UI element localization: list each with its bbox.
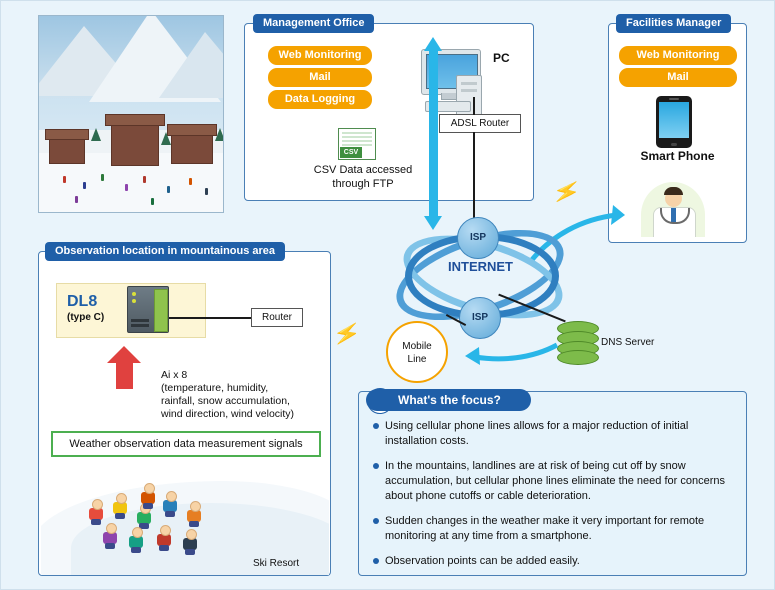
bullet-icon <box>373 558 379 564</box>
mobile-line-node <box>386 321 448 383</box>
ski-figure-legs <box>143 503 153 509</box>
photo-person <box>75 196 78 203</box>
photo-person <box>63 176 66 183</box>
pc-label: PC <box>493 51 510 65</box>
bullet-icon <box>373 518 379 524</box>
photo-building <box>49 136 85 164</box>
ski-figure-legs <box>189 521 199 527</box>
csv-icon-label: CSV <box>340 147 362 158</box>
photo-person <box>143 176 146 183</box>
ski-figure-head <box>190 501 201 512</box>
ski-figure <box>157 525 171 551</box>
photo-person <box>151 198 154 205</box>
ski-figure <box>129 527 143 553</box>
focus-item-text: Observation points can be added easily. <box>385 555 580 567</box>
analog-input-line-1: Ai x 8 <box>161 369 188 381</box>
focus-item-text: In the mountains, landlines are at risk of being cut off by snow accumulation, but cellular phone lines eliminate the need for concerns about phone cutoffs or cable deterioration. <box>385 460 725 502</box>
csv-file-icon <box>338 128 376 160</box>
smartphone-screen <box>659 102 689 138</box>
photo-person <box>167 186 170 193</box>
ski-figure <box>113 493 127 519</box>
ski-resort-label: Ski Resort <box>253 558 300 569</box>
office-internet-link <box>429 47 438 221</box>
analog-input-line-4: wind direction, wind velocity) <box>161 408 295 420</box>
router-to-isp-line <box>473 132 475 220</box>
ski-figure <box>103 523 117 549</box>
photo-person <box>125 184 128 191</box>
cellular-bolt-icon: ⚡ <box>331 318 363 349</box>
observation-location-title: Observation location in mountainous area <box>45 242 285 261</box>
dl8-led <box>132 299 136 303</box>
ski-figure-head <box>116 493 127 504</box>
internet-label: INTERNET <box>448 259 513 274</box>
smartphone-speaker <box>669 98 679 100</box>
ski-figure-head <box>186 529 197 540</box>
dl8-name-label: DL8 <box>67 293 98 310</box>
ski-figure-head <box>132 527 143 538</box>
dl8-device-icon <box>127 286 169 333</box>
ski-figure-legs <box>159 545 169 551</box>
ski-figure-head <box>92 499 103 510</box>
photo-building <box>111 122 159 166</box>
photo-person <box>205 188 208 195</box>
analog-input-line-3: rainfall, snow accumulation, <box>161 395 290 407</box>
ski-figure-legs <box>91 519 101 525</box>
ski-figure-legs <box>105 543 115 549</box>
ski-figure <box>141 483 155 509</box>
ski-figure-head <box>160 525 171 536</box>
isp-node-1: ISP <box>457 217 499 259</box>
focus-points-list <box>373 419 739 579</box>
csv-icon-lines <box>342 132 372 146</box>
photo-building-roof <box>45 129 89 140</box>
pill-mail-manager[interactable]: Mail <box>619 68 737 87</box>
dns-disk <box>557 350 599 365</box>
dl8-terminal <box>131 319 149 322</box>
pill-mail-office[interactable]: Mail <box>268 68 372 87</box>
photo-person <box>83 182 86 189</box>
pc-drive-slot <box>461 89 477 92</box>
wireless-bolt-icon: ⚡ <box>550 176 584 207</box>
ski-figure-head <box>144 483 155 494</box>
photo-tree <box>215 128 224 141</box>
bullet-icon <box>373 423 379 429</box>
management-office-title: Management Office <box>253 14 374 33</box>
ski-figure <box>187 501 201 527</box>
focus-list-item <box>373 459 739 504</box>
dl8-to-router-line <box>169 317 251 319</box>
pc-to-router-line <box>473 97 475 115</box>
focus-list-item <box>373 514 739 544</box>
ski-figure-head <box>106 523 117 534</box>
photo-tree <box>91 128 101 141</box>
ski-figure-legs <box>131 547 141 553</box>
pill-web-monitoring-manager[interactable]: Web Monitoring <box>619 46 737 65</box>
mobile-line-label-1: Mobile <box>402 341 432 352</box>
ski-figure-head <box>166 491 177 502</box>
ski-figure-legs <box>185 549 195 555</box>
adsl-router-label: ADSL Router <box>439 114 521 133</box>
photo-person <box>189 178 192 185</box>
router-label: Router <box>251 308 303 327</box>
office-internet-arrow-down <box>424 216 442 230</box>
ski-figure-legs <box>165 511 175 517</box>
ski-figure <box>183 529 197 555</box>
photo-person <box>101 174 104 181</box>
photo-building-roof <box>105 114 165 126</box>
csv-caption-line1: CSV Data accessed <box>313 164 413 176</box>
measurement-signals-box: Weather observation data measurement signals <box>51 431 321 457</box>
pill-web-monitoring-office[interactable]: Web Monitoring <box>268 46 372 65</box>
facilities-manager-title: Facilities Manager <box>616 14 731 33</box>
isp-node-2: ISP <box>459 297 501 339</box>
csv-caption-line2: through FTP <box>332 178 394 190</box>
focus-item-text: Sudden changes in the weather make it very important for remote monitoring at any time from a smartphone. <box>385 515 705 542</box>
dl8-type-label: (type C) <box>67 312 105 323</box>
dl8-terminal <box>131 324 149 327</box>
mobile-line-label-2: Line <box>407 354 427 365</box>
bullet-icon <box>373 463 379 469</box>
analog-input-line-2: (temperature, humidity, <box>161 382 269 394</box>
smartphone-icon <box>656 96 692 148</box>
focus-list-item <box>373 554 739 569</box>
focus-item-text: Using cellular phone lines allows for a major reduction of initial installation costs. <box>385 420 689 447</box>
ski-figure <box>163 491 177 517</box>
avatar-hair <box>664 187 683 195</box>
smart-phone-label: Smart Phone <box>640 149 715 163</box>
photo-building-roof <box>167 124 217 136</box>
photo-peak <box>159 32 224 98</box>
dns-server-icon <box>557 321 597 363</box>
dns-to-mobile-arrow <box>461 337 561 367</box>
mountain-village-photo <box>38 15 224 213</box>
dl8-led <box>132 292 136 296</box>
office-internet-arrow-up <box>424 37 442 51</box>
pc-drive-slot <box>461 82 477 85</box>
dl8-green-face <box>154 289 168 332</box>
photo-tree <box>161 132 171 145</box>
photo-building <box>171 132 213 164</box>
smartphone-home-button <box>671 143 677 146</box>
focus-list-item <box>373 419 739 449</box>
pill-data-logging-office[interactable]: Data Logging <box>268 90 372 109</box>
focus-panel-title: What's the focus? <box>366 389 531 411</box>
signal-arrow-shaft <box>116 361 133 389</box>
ski-figure-legs <box>115 513 125 519</box>
dns-server-label: DNS Server <box>601 337 655 348</box>
ski-figure <box>89 499 103 525</box>
analog-input-caption <box>161 369 306 421</box>
